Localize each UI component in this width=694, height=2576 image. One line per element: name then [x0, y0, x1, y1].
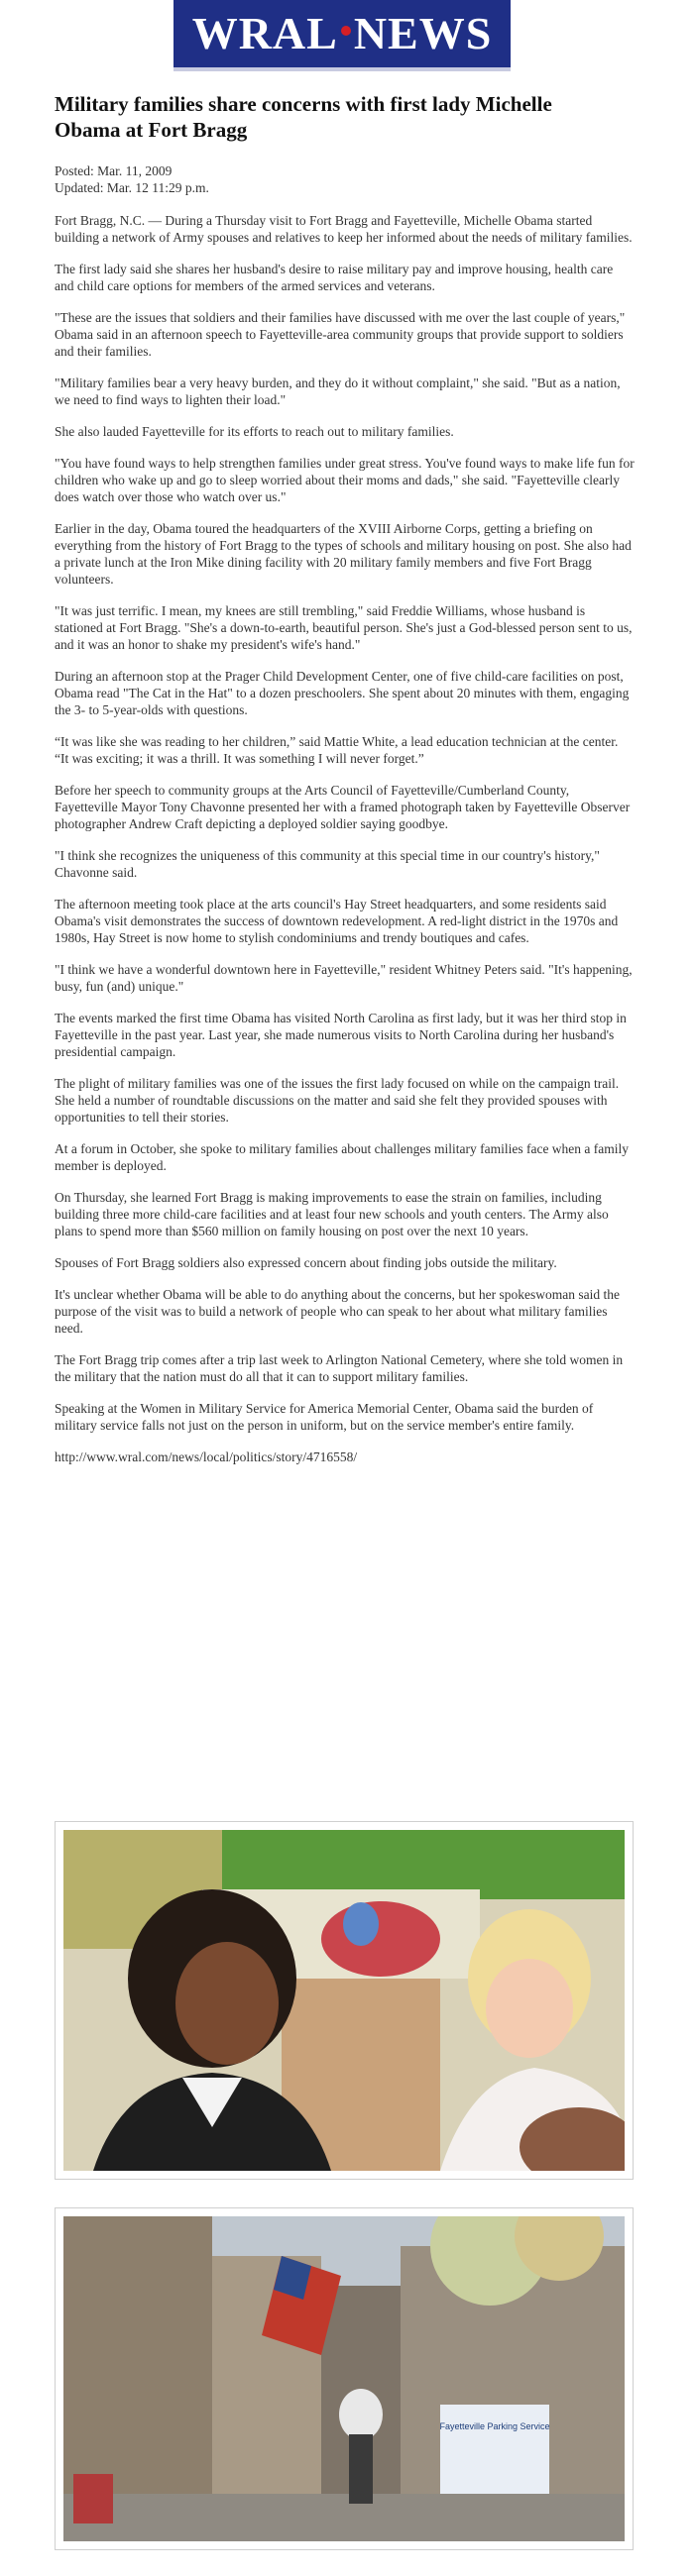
logo-news-text: NEWS [353, 8, 493, 58]
wral-news-logo[interactable] [174, 0, 511, 71]
article-paragraph: "It was just terrific. I mean, my knees are still trembling," said Freddie Williams, whose husband is stationed at Fort Bragg. "She's a down-to-earth, beautiful person. She's just a God-blessed person sent to us, and it was an honor to shake my president's wife's hand." [55, 603, 633, 652]
article-paragraph: "These are the issues that soldiers and their families have discussed with me over the last couple of years," Obama said in an afternoon speech to Fayetteville-area community groups that provide support to soldiers and their families. [55, 310, 626, 359]
logo-dot-icon [341, 26, 351, 36]
article-paragraph: Fort Bragg, N.C. — During a Thursday visit to Fort Bragg and Fayetteville, Michelle Obama started building a network of Army spouses and relatives to keep her informed about the needs of military families. [55, 213, 633, 245]
article-paragraph: "You have found ways to help strengthen families under great stress. You've found ways to make life fun for children who wake up and go to sleep worried about their moms and dads," she said. "Fayetteville clearly does watch over those who watch over us." [55, 456, 635, 504]
article-paragraph: Earlier in the day, Obama toured the headquarters of the XVIII Airborne Corps, getting a briefing on everything from the history of Fort Bragg to the types of schools and military housing on post. She also had a private lunch at the Iron Mike dining facility with 20 military family members and five Fort Bragg volunteers. [55, 521, 632, 587]
article-dateline [55, 162, 209, 196]
logo-wral-text: WRAL [191, 8, 338, 58]
article-body [55, 212, 635, 1480]
article-paragraph: Spouses of Fort Bragg soldiers also expressed concern about finding jobs outside the military. [55, 1255, 557, 1270]
article-paragraph: Speaking at the Women in Military Service for America Memorial Center, Obama said the burden of military service falls not just on the person in uniform, but on the service member's entire family. [55, 1401, 594, 1433]
article-paragraph: "Military families bear a very heavy burden, and they do it without complaint," she said. "But as a nation, we need to find ways to lighten their load." [55, 376, 621, 407]
article-paragraph: At a forum in October, she spoke to military families about challenges military families face when a family member is deployed. [55, 1141, 630, 1173]
posted-date: Posted: Mar. 11, 2009 [55, 163, 173, 178]
article-paragraph: "I think we have a wonderful downtown here in Fayetteville," resident Whitney Peters said. "It's happening, busy, fun (and) unique." [55, 962, 633, 994]
photo-hay-street [55, 2207, 634, 2550]
article-paragraph: The afternoon meeting took place at the arts council's Hay Street headquarters, and some residents said Obama's visit demonstrates the success of downtown redevelopment. A red-light district in the 1970s and 1980s, Hay Street is now home to stylish condominiums and trendy boutiques and cafes. [55, 897, 619, 945]
article-paragraph: The plight of military families was one of the issues the first lady focused on while on the campaign trail. She held a number of roundtable discussions on the matter and said she felt they provided spouses with opportunities to tell their stories. [55, 1076, 620, 1125]
preschool-photo-illustration [63, 1830, 625, 2171]
photo-first-lady-preschoolers [55, 1821, 634, 2180]
article-paragraph: It's unclear whether Obama will be able to do anything about the concerns, but her spokeswoman said the purpose of the visit was to build a network of people who can speak to her about what military families need. [55, 1287, 621, 1336]
article-paragraph: During an afternoon stop at the Prager Child Development Center, one of five child-care facilities on post, Obama read "The Cat in the Hat" to a dozen preschoolers. She spent about 20 minutes with them, engaging the 3- to 5-year-olds with questions. [55, 669, 630, 717]
updated-date: Updated: Mar. 12 11:29 p.m. [55, 180, 209, 195]
parking-sign-text: Fayetteville Parking Service [439, 2421, 550, 2431]
article-source-url[interactable]: http://www.wral.com/news/local/politics/story/4716558/ [55, 1449, 358, 1464]
article-paragraph: The events marked the first time Obama has visited North Carolina as first lady, but it was her third stop in Fayetteville in the past year. Last year, she made numerous visits to North Carolina during her husband's presidential campaign. [55, 1011, 627, 1059]
article-paragraph: Before her speech to community groups at the Arts Council of Fayetteville/Cumberland County, Fayetteville Mayor Tony Chavonne presented her with a framed photograph taken by Fayetteville Observer photographer Andrew Craft depicting a deployed soldier saying goodbye. [55, 783, 631, 831]
article-paragraph: On Thursday, she learned Fort Bragg is making improvements to ease the strain on families, including building three more child-care facilities and at least four new schools and youth centers. The Army also plans to spend more than $560 million on family housing on post over the next 10 years. [55, 1190, 609, 1238]
article-paragraph: She also lauded Fayetteville for its efforts to reach out to military families. [55, 424, 454, 439]
street-photo-illustration [63, 2216, 625, 2541]
article-paragraph: "I think she recognizes the uniqueness of this community at this special time in our country's history," Chavonne said. [55, 848, 600, 880]
article-paragraph: The first lady said she shares her husband's desire to raise military pay and improve housing, health care and child care options for members of the armed services and veterans. [55, 262, 614, 293]
article-paragraph: The Fort Bragg trip comes after a trip last week to Arlington National Cemetery, where she told women in the military that the nation must do all that it can to support military families. [55, 1352, 624, 1384]
article-paragraph: “It was like she was reading to her children,” said Mattie White, a lead education technician at the center. “It was exciting; it was a thrill. It was something I will never forget.” [55, 734, 619, 766]
article-headline: Military families share concerns with first lady Michelle Obama at Fort Bragg [55, 92, 552, 142]
